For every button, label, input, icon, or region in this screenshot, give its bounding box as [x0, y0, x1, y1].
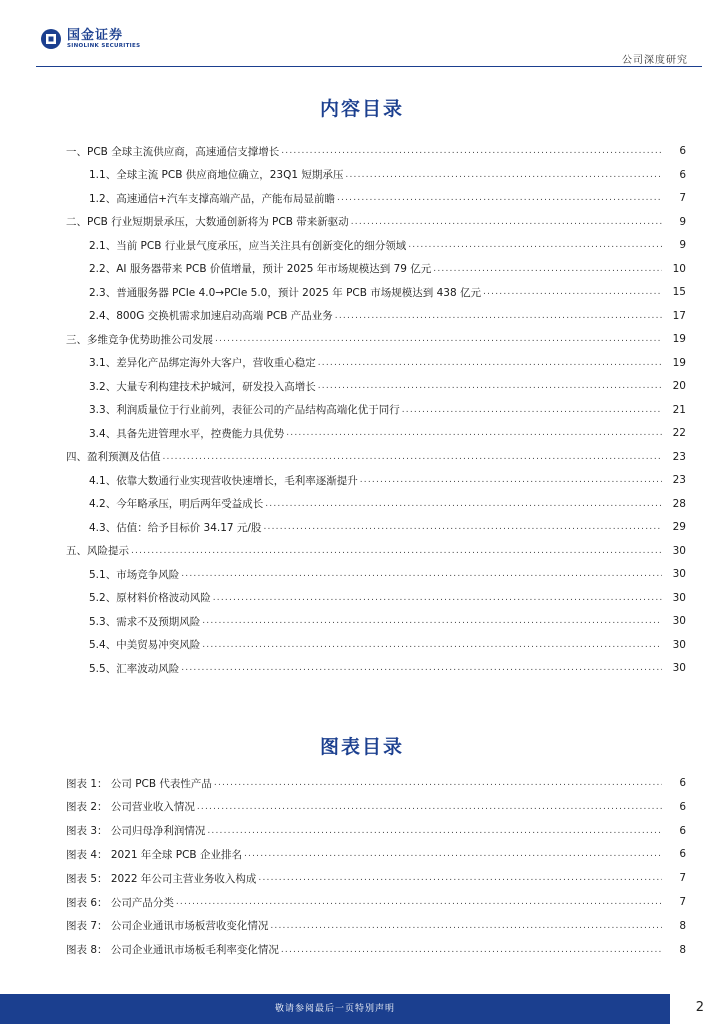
toc-dot-leader — [281, 945, 662, 955]
toc-entry-page: 7 — [679, 896, 686, 908]
toc-entry[interactable] — [66, 143, 686, 159]
toc-entry[interactable] — [66, 894, 686, 910]
toc-entry[interactable] — [89, 261, 686, 277]
toc-entry-title: 2.3、普通服务器 PCIe 4.0→PCIe 5.0，预计 2025 年 PCB 市场规模达到 438 亿元 — [89, 286, 482, 299]
toc-dot-leader — [202, 616, 662, 626]
toc-entry-page: 23 — [672, 474, 686, 486]
toc-dot-leader — [335, 311, 662, 321]
toc-entry[interactable] — [89, 237, 686, 253]
toc-entry-page: 15 — [672, 286, 686, 298]
toc-dot-leader — [351, 217, 662, 227]
toc-entry-title: 3.4、具备先进管理水平，控费能力具优势 — [89, 427, 285, 440]
toc-dot-leader — [181, 569, 662, 579]
toc-entry-title: 图表 1： 公司 PCB 代表性产品 — [66, 777, 212, 790]
toc-entry[interactable] — [89, 660, 686, 676]
toc-dot-leader — [176, 897, 662, 907]
toc-entry[interactable] — [89, 402, 686, 418]
toc-dot-leader — [402, 405, 662, 415]
toc-entry[interactable] — [66, 775, 686, 791]
toc-dot-leader — [131, 546, 662, 556]
toc-entry[interactable] — [66, 214, 686, 230]
toc-dot-leader — [197, 802, 662, 812]
toc-entry-page: 7 — [679, 872, 686, 885]
toc-entry[interactable] — [89, 308, 686, 324]
toc-entry-page: 8 — [679, 943, 686, 956]
logo-english-name: SINOLINK SECURITIES — [67, 42, 141, 49]
toc-entry-page: 30 — [672, 591, 686, 604]
toc-entry-title: 图表 7： 公司企业通讯市场板营收变化情况 — [66, 920, 269, 933]
toc-entry-page: 30 — [672, 544, 686, 557]
toc-entry[interactable] — [89, 284, 686, 300]
toc-dot-leader — [215, 334, 662, 344]
toc-entry[interactable] — [66, 846, 686, 862]
toc-dot-leader — [433, 264, 662, 274]
toc-entry-title: 图表 2： 公司营业收入情况 — [66, 801, 195, 814]
toc-entry[interactable] — [66, 543, 686, 559]
logo-chinese-name: 国金证券 — [67, 27, 124, 43]
toc-entry-page: 30 — [672, 568, 686, 580]
toc-entry-title: 图表 6： 公司产品分类 — [66, 896, 174, 909]
toc-dot-leader — [483, 287, 662, 297]
toc-dot-leader — [265, 499, 662, 509]
toc-entry[interactable] — [66, 870, 686, 886]
toc-entry-page: 17 — [672, 309, 686, 322]
toc-entry-title: 2.2、AI 服务器带来 PCB 价值增量，预计 2025 年市场规模达到 79 亿元 — [89, 263, 432, 275]
toc-dot-leader — [318, 358, 662, 368]
toc-entry[interactable] — [66, 942, 686, 958]
toc-dot-leader — [214, 778, 662, 788]
toc-dot-leader — [318, 381, 662, 391]
toc-entry-title: 5.5、汇率波动风险 — [89, 662, 180, 675]
toc-entry-title: 2.4、800G 交换机需求加速启动高端 PCB 产品业务 — [89, 310, 333, 322]
toc-entry-title: 二、PCB 行业短期景承压，大数通创新将为 PCB 带来新驱动 — [66, 216, 349, 228]
toc-dot-leader — [281, 146, 662, 156]
toc-entry-title: 4.2、今年略承压，明后两年受益成长 — [89, 498, 264, 510]
toc-entry[interactable] — [89, 378, 686, 394]
toc-entry[interactable] — [89, 190, 686, 206]
toc-entry-page: 20 — [672, 380, 686, 392]
toc-entry-page: 23 — [672, 450, 686, 463]
toc-entry[interactable] — [66, 823, 686, 839]
toc-entry[interactable] — [89, 566, 686, 582]
toc-entry-page: 10 — [672, 262, 686, 275]
toc-entry[interactable] — [66, 449, 686, 465]
toc-entry-page: 7 — [679, 192, 686, 204]
toc-dot-leader — [345, 170, 662, 180]
toc-entry-title: 图表 8： 公司企业通讯市场板毛利率变化情况 — [66, 944, 279, 957]
footer-disclaimer: 敬请参阅最后一页特别声明 — [274, 1004, 395, 1014]
toc-entry-page: 8 — [679, 919, 686, 932]
toc-entry[interactable] — [89, 355, 686, 371]
toc-dot-leader — [337, 193, 662, 203]
toc-entry-title: 2.1、当前 PCB 行业景气度承压，应当关注具有创新变化的细分领域 — [89, 239, 407, 252]
toc-entry-title: 5.1、市场竞争风险 — [89, 568, 180, 581]
toc-entry[interactable] — [89, 637, 686, 653]
toc-entry-page: 30 — [672, 638, 686, 651]
toc-entry-title: 3.1、差异化产品绑定海外大客户，营收重心稳定 — [89, 357, 316, 369]
toc-entry-page: 30 — [672, 662, 686, 674]
toc-entry-title: 四、盈利预测及估值 — [66, 451, 161, 463]
toc-entry[interactable] — [89, 519, 686, 535]
header-divider — [36, 66, 702, 67]
toc-entry-page: 6 — [679, 800, 686, 813]
toc-entry-page: 19 — [672, 333, 686, 345]
toc-entry-title: 1.2、高速通信+汽车支撑高端产品，产能布局显前瞻 — [89, 192, 335, 205]
toc-dot-leader — [244, 849, 662, 859]
toc-dot-leader — [263, 522, 662, 532]
sinolink-logo-icon — [40, 28, 62, 50]
page-number: 2 — [695, 1000, 704, 1015]
toc-dot-leader — [408, 240, 662, 250]
toc-dot-leader — [163, 452, 663, 462]
toc-entry-title: 1.1、全球主流 PCB 供应商地位确立，23Q1 短期承压 — [89, 169, 344, 181]
toc-entry[interactable] — [89, 472, 686, 488]
toc-entry-page: 19 — [672, 356, 686, 369]
toc-entry-title: 5.4、中美贸易冲突风险 — [89, 639, 201, 651]
toc-entry-title: 4.1、依靠大数通行业实现营收快速增长，毛利率逐渐提升 — [89, 474, 358, 487]
contents-title: 内容目录 — [319, 98, 404, 120]
toc-dot-leader — [207, 826, 662, 836]
toc-entry-page: 6 — [679, 824, 686, 837]
toc-entry-title: 3.3、利润质量位于行业前列，表征公司的产品结构高端化优于同行 — [89, 404, 400, 416]
toc-entry-title: 一、PCB 全球主流供应商，高速通信支撑增长 — [66, 145, 280, 158]
toc-entry-title: 三、多维竞争优势助推公司发展 — [66, 333, 213, 346]
toc-entry[interactable] — [89, 167, 686, 183]
toc-entry-title: 5.3、需求不及预期风险 — [89, 615, 201, 628]
toc-dot-leader — [360, 475, 662, 485]
toc-entry[interactable] — [66, 918, 686, 934]
toc-entry-page: 6 — [679, 145, 686, 157]
toc-dot-leader — [270, 921, 662, 931]
figures-title: 图表目录 — [319, 736, 404, 758]
toc-entry-page: 6 — [679, 777, 686, 789]
toc-entry-title: 图表 4： 2021 年全球 PCB 企业排名 — [66, 848, 242, 861]
toc-entry-page: 9 — [679, 215, 686, 228]
toc-entry-title: 图表 3： 公司归母净利润情况 — [66, 825, 206, 838]
toc-entry-page: 28 — [672, 497, 686, 510]
toc-dot-leader — [286, 428, 662, 438]
toc-dot-leader — [181, 663, 662, 673]
toc-entry[interactable] — [89, 613, 686, 629]
toc-entry[interactable] — [89, 496, 686, 512]
toc-entry[interactable] — [66, 799, 686, 815]
toc-entry-title: 图表 5： 2022 年公司主营业务收入构成 — [66, 872, 257, 885]
toc-entry[interactable] — [66, 331, 686, 347]
toc-entry-page: 21 — [672, 403, 686, 416]
toc-dot-leader — [202, 640, 662, 650]
toc-entry[interactable] — [89, 425, 686, 441]
toc-entry-title: 五、风险提示 — [66, 545, 129, 557]
toc-entry-page: 30 — [672, 615, 686, 627]
toc-entry-page: 6 — [679, 848, 686, 861]
toc-entry-page: 29 — [672, 521, 686, 533]
toc-entry[interactable] — [89, 590, 686, 606]
toc-entry-page: 9 — [679, 239, 686, 251]
toc-entry-title: 5.2、原材料价格波动风险 — [89, 592, 211, 604]
page-header — [0, 0, 724, 66]
toc-entry-title: 3.2、大量专利构建技术护城河，研发投入高增长 — [89, 380, 316, 393]
toc-entry-page: 6 — [679, 168, 686, 181]
company-logo — [40, 28, 140, 50]
toc-dot-leader — [213, 593, 662, 603]
toc-dot-leader — [258, 873, 662, 883]
toc-entry-title: 4.3、估值：给予目标价 34.17 元/股 — [89, 521, 262, 534]
report-type-label: 公司深度研究 — [622, 55, 688, 66]
toc-entry-page: 22 — [672, 427, 686, 439]
